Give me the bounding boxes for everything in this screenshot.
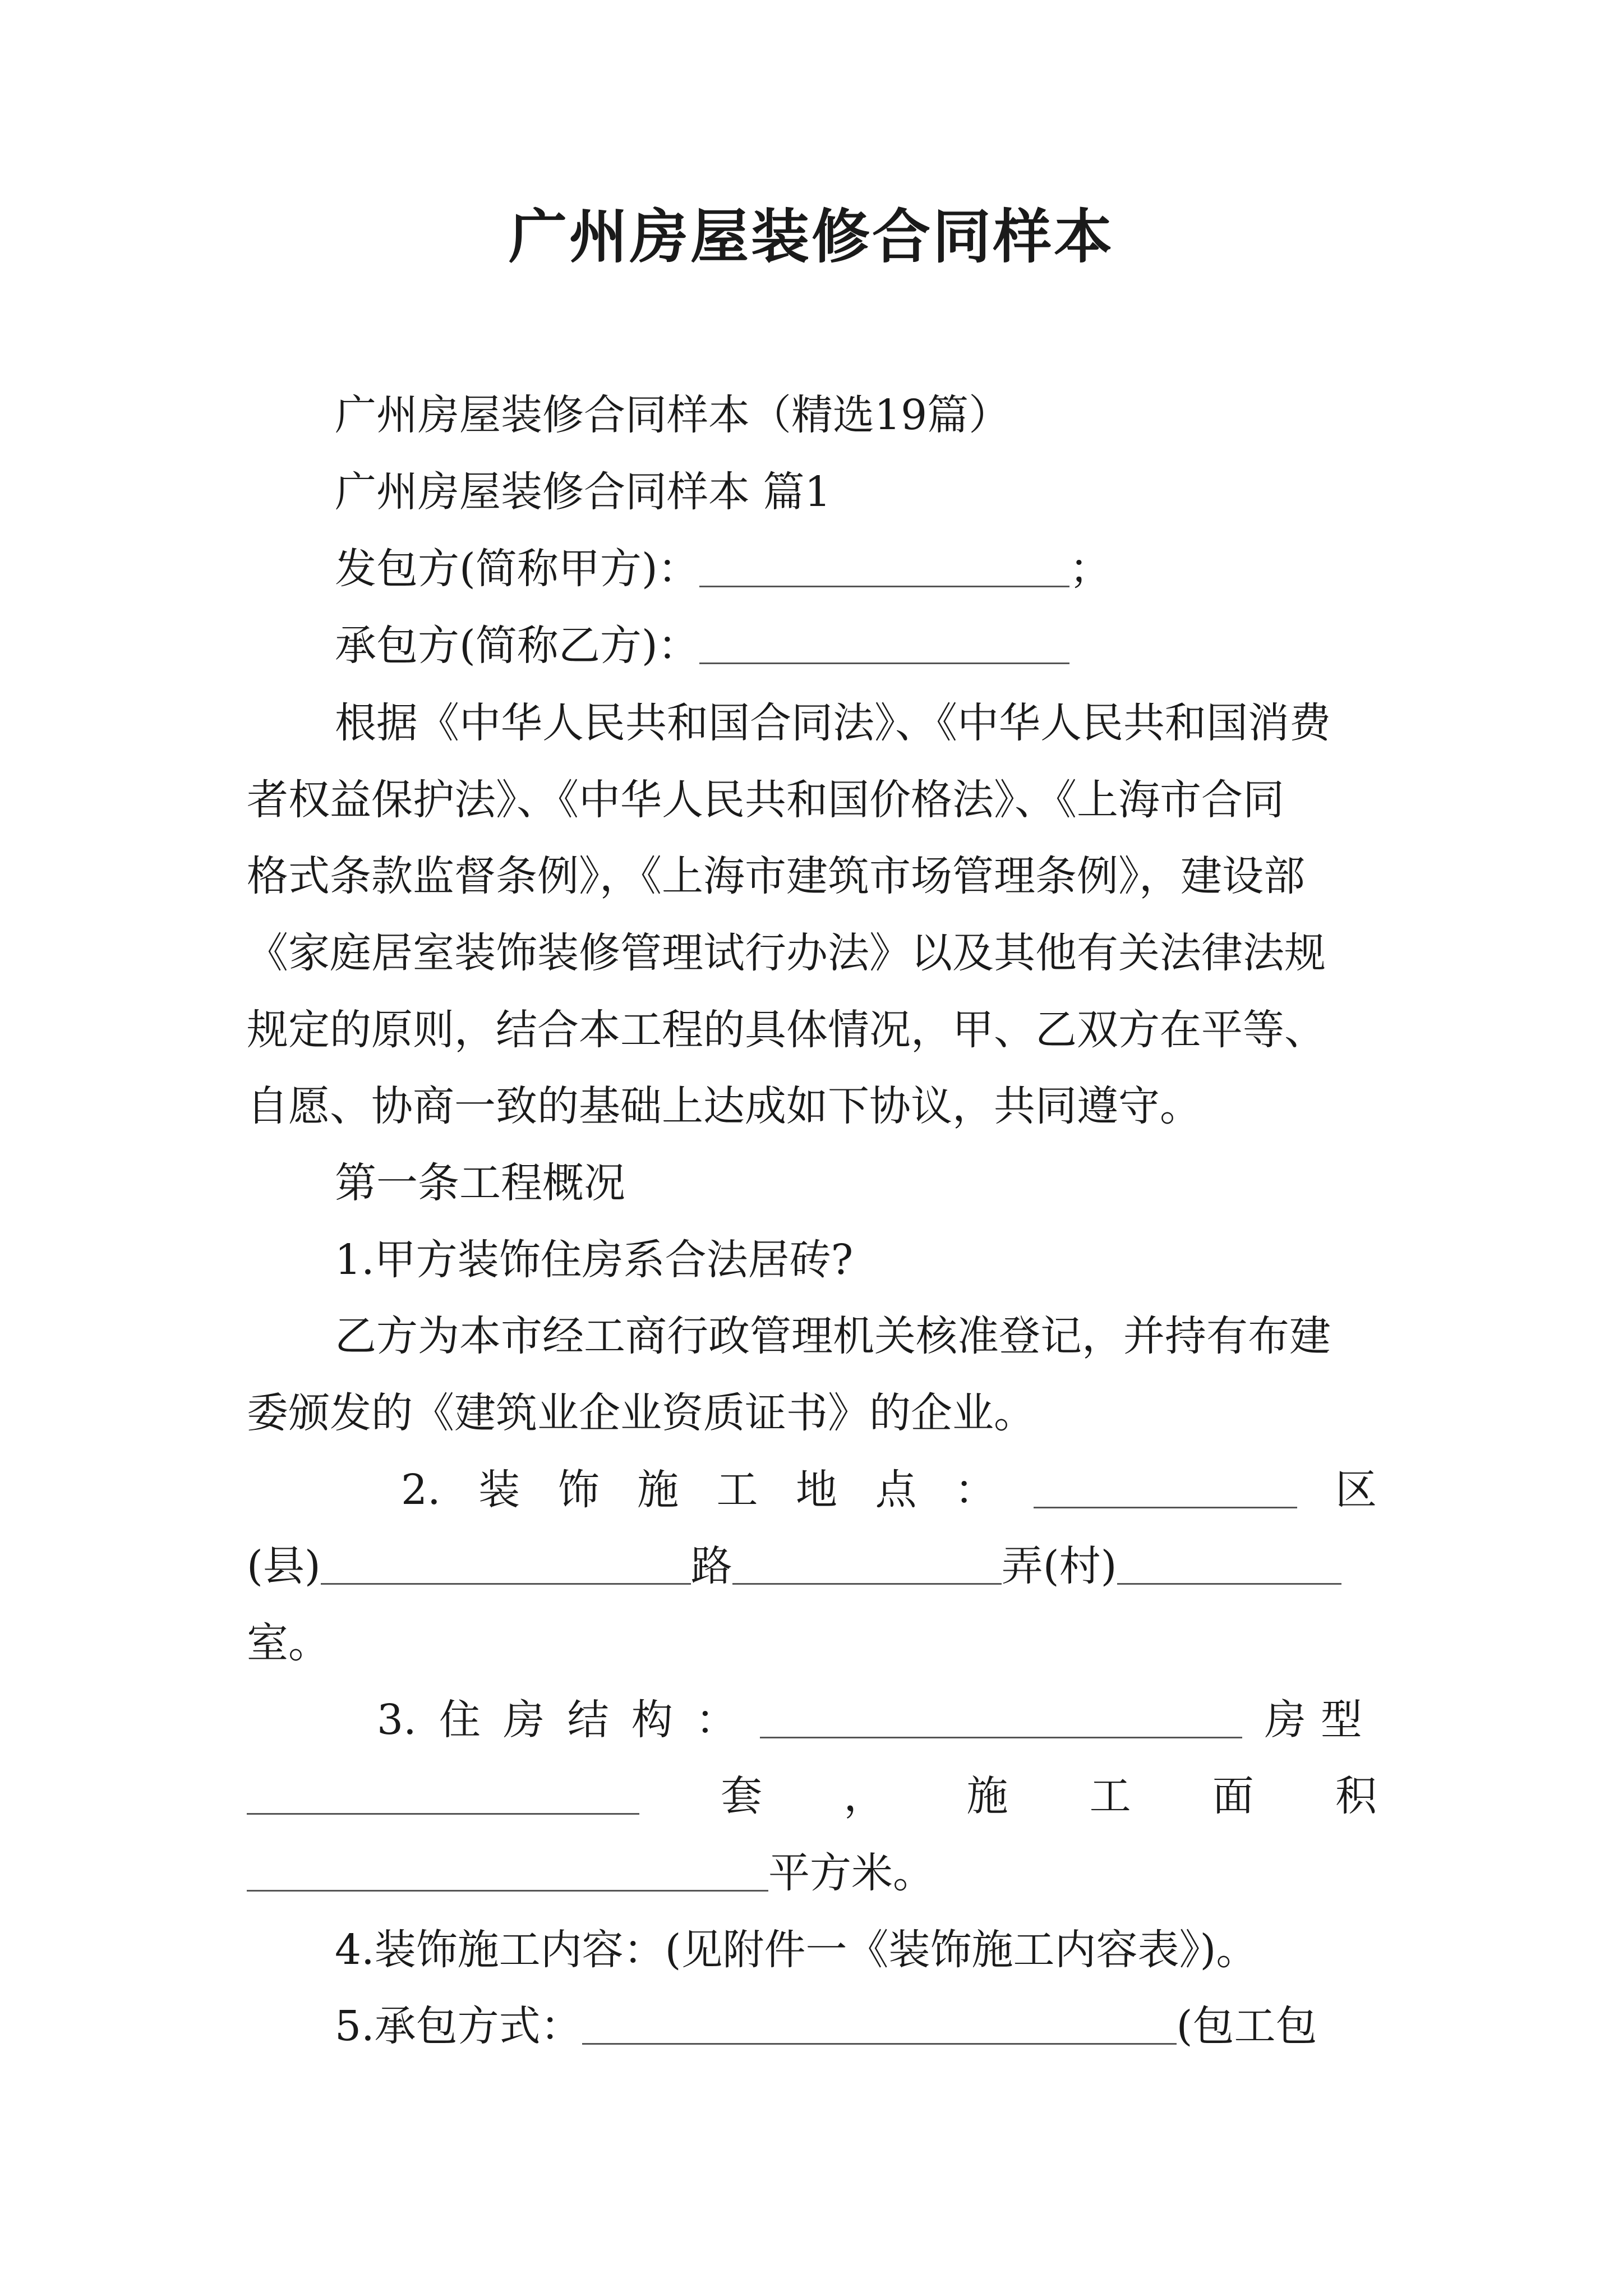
item-2-char: 装 — [478, 1466, 520, 1514]
item-3-set-char: 面 — [1212, 1772, 1254, 1820]
item-2-char: 2. — [401, 1466, 441, 1514]
district-blank[interactable] — [1034, 1462, 1297, 1508]
item-4-text: 4.装饰施工内容：(见附件一《装饰施工内容表》)。 — [335, 1926, 1258, 1974]
preamble-line: 格式条款监督条例》，《上海市建筑市场管理条例》，建设部 — [247, 852, 1305, 900]
item-2-char: 饰 — [557, 1466, 600, 1514]
item-3-set-char: 施 — [966, 1772, 1008, 1820]
item-3-set-char: ， — [843, 1772, 886, 1820]
party-b-blank[interactable] — [699, 618, 1069, 664]
room-label: 室。 — [247, 1619, 330, 1667]
preamble-line: 自愿、协商一致的基础上达成如下协议，共同遵守。 — [247, 1082, 1201, 1130]
item-3-set-char: 工 — [1089, 1772, 1131, 1820]
item-2-char: ： — [955, 1466, 996, 1514]
item-3-set-line — [247, 1768, 1377, 1824]
item-2-char: 施 — [637, 1466, 679, 1514]
item-5-label: 5.承包方式： — [335, 2002, 582, 2050]
item-5-suffix: (包工包 — [1176, 2002, 1317, 2050]
preamble-line: 《家庭居室装饰装修管理试行办法》以及其他有关法律法规 — [247, 929, 1326, 977]
item-3-structure-line — [377, 1692, 1377, 1748]
item-2-address-line — [401, 1462, 1377, 1518]
contract-method-blank[interactable] — [582, 1998, 1177, 2045]
item-3-char: 住 — [439, 1696, 481, 1744]
sqm-label: 平方米。 — [768, 1849, 934, 1897]
item-2-char: 点 — [875, 1466, 917, 1514]
item-1-text: 1.甲方装饰住房系合法居砖? — [335, 1236, 854, 1284]
item-3-set-char: 套 — [721, 1772, 763, 1820]
item-3-char: 3. — [377, 1696, 417, 1744]
subtitle: 广州房屋装修合同样本（精选19篇） — [335, 391, 1011, 439]
district-label: 区 — [1335, 1466, 1377, 1514]
party-a-blank[interactable] — [699, 541, 1069, 587]
room-blank[interactable] — [1117, 1538, 1341, 1585]
room-type-label: 房型 — [1264, 1696, 1377, 1744]
room-type-blank[interactable] — [247, 1768, 639, 1815]
party-a-label: 发包方(简称甲方)： — [335, 545, 699, 593]
item-3-char: 房 — [503, 1696, 545, 1744]
item-2-char: 工 — [716, 1466, 758, 1514]
party-a-line — [335, 541, 1111, 597]
item-1-detail-line: 委颁发的《建筑业企业资质证书》的企业。 — [247, 1389, 1035, 1437]
section-heading: 广州房屋装修合同样本 篇1 — [335, 468, 831, 516]
item-1-detail-line: 乙方为本市经工商行政管理机关核准登记，并持有布建 — [335, 1312, 1331, 1360]
lane-label: 弄(村) — [1001, 1542, 1117, 1590]
county-label: (县) — [247, 1542, 321, 1590]
item-2-address-continued — [247, 1538, 1341, 1594]
area-blank[interactable] — [247, 1845, 768, 1892]
road-blank[interactable] — [732, 1538, 1002, 1585]
county-blank[interactable] — [321, 1538, 691, 1585]
item-3-char: ： — [695, 1696, 737, 1744]
party-b-line — [335, 618, 1069, 674]
item-3-char: 结 — [567, 1696, 609, 1744]
road-label: 路 — [690, 1542, 732, 1590]
preamble-line: 规定的原则，结合本工程的具体情况，甲、乙双方在平等、 — [247, 1006, 1326, 1054]
document-title: 广州房屋装修合同样本 — [508, 202, 1114, 271]
article-1-heading: 第一条工程概况 — [335, 1159, 625, 1207]
party-a-suffix: ； — [1069, 545, 1111, 593]
item-3-area-line — [247, 1845, 934, 1901]
party-b-label: 承包方(简称乙方)： — [335, 622, 699, 670]
preamble-line: 者权益保护法》、《中华人民共和国价格法》、《上海市合同 — [247, 776, 1284, 824]
structure-blank[interactable] — [760, 1692, 1242, 1738]
item-5-line — [335, 1998, 1317, 2054]
item-2-char: 地 — [796, 1466, 838, 1514]
item-3-char: 构 — [631, 1696, 673, 1744]
preamble-line: 根据《中华人民共和国合同法》、《中华人民共和国消费 — [335, 699, 1331, 747]
item-3-set-char: 积 — [1335, 1772, 1377, 1820]
